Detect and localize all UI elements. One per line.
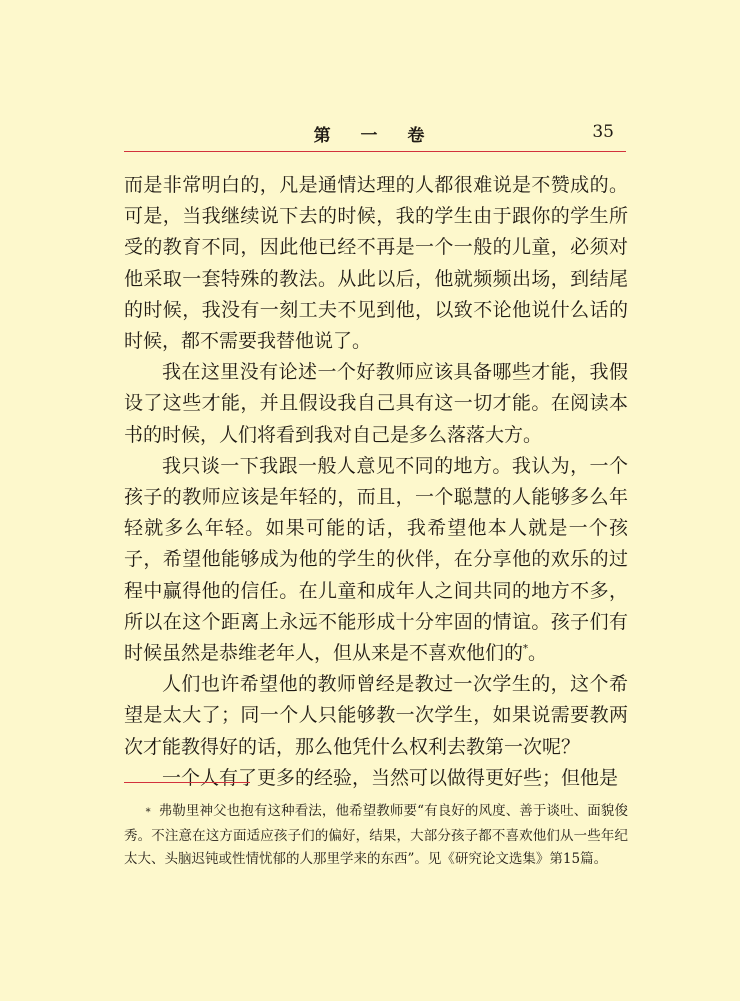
footnote-marker: * bbox=[145, 807, 151, 818]
page-number: 35 bbox=[592, 122, 614, 142]
paragraph: 而是非常明白的，凡是通情达理的人都很难说是不赞成的。可是，当我继续说下去的时候，我的学生由于跟你的学生所受的教育不同，因此他已经不再是一个一般的儿童，必须对他采取一套特殊的教法。从此以后，他就频频出场，到结尾的时候，我没有一刻工夫不见到他，以致不论他说什么话的时候，都不需要我替他说了。 bbox=[124, 174, 628, 353]
paragraph: 我在这里没有论述一个好教师应该具备哪些才能，我假设了这些才能，并且假设我自己具有这一切才能。在阅读本书的时候，人们将看到我对自己是多么落落大方。 bbox=[124, 361, 628, 446]
body-text bbox=[124, 170, 628, 794]
footnote-text: 弗勒里神父也抱有这种看法，他希望教师要“有良好的风度、善于谈吐、面貌俊秀。不注意在这方面适应孩子们的偏好，结果，大部分孩子都不喜欢他们从一些年纪太大、头脑迟钝或性情忧郁的人那里学来的东西”。见《研究论文选集》第15篇。 bbox=[124, 803, 628, 867]
chapter-title: 第 一 卷 bbox=[313, 126, 437, 146]
footnote-rule bbox=[124, 782, 250, 783]
footnote-reference[interactable]: * bbox=[523, 643, 529, 655]
paragraph bbox=[124, 451, 628, 669]
paragraph-end: 。 bbox=[528, 642, 548, 665]
paragraph: 一个人有了更多的经验，当然可以做得更好些；但他是 bbox=[162, 766, 619, 789]
header-rule bbox=[124, 151, 626, 152]
paragraph-text: 我只谈一下我跟一般人意见不同的地方。我认为，一个孩子的教师应该是年轻的，而且，一个聪慧的人能够多么年轻就多么年轻。如果可能的话，我希望他本人就是一个孩子，希望他能够成为他的学生的伙伴，在分享他的欢乐的过程中赢得他的信任。在儿童和成年人之间共同的地方不多，所以在这个距离上永远不能形成十分牢固的情谊。孩子们有时候虽然是恭维老年人，但从来是不喜欢他们的 bbox=[124, 454, 628, 665]
running-head bbox=[124, 121, 626, 147]
footnote bbox=[124, 800, 628, 872]
paragraph: 人们也许希望他的教师曾经是教过一次学生的，这个希望是太大了；同一个人只能够教一次学生，如果说需要教两次才能教得好的话，那么他凭什么权利去教第一次呢？ bbox=[124, 673, 628, 758]
